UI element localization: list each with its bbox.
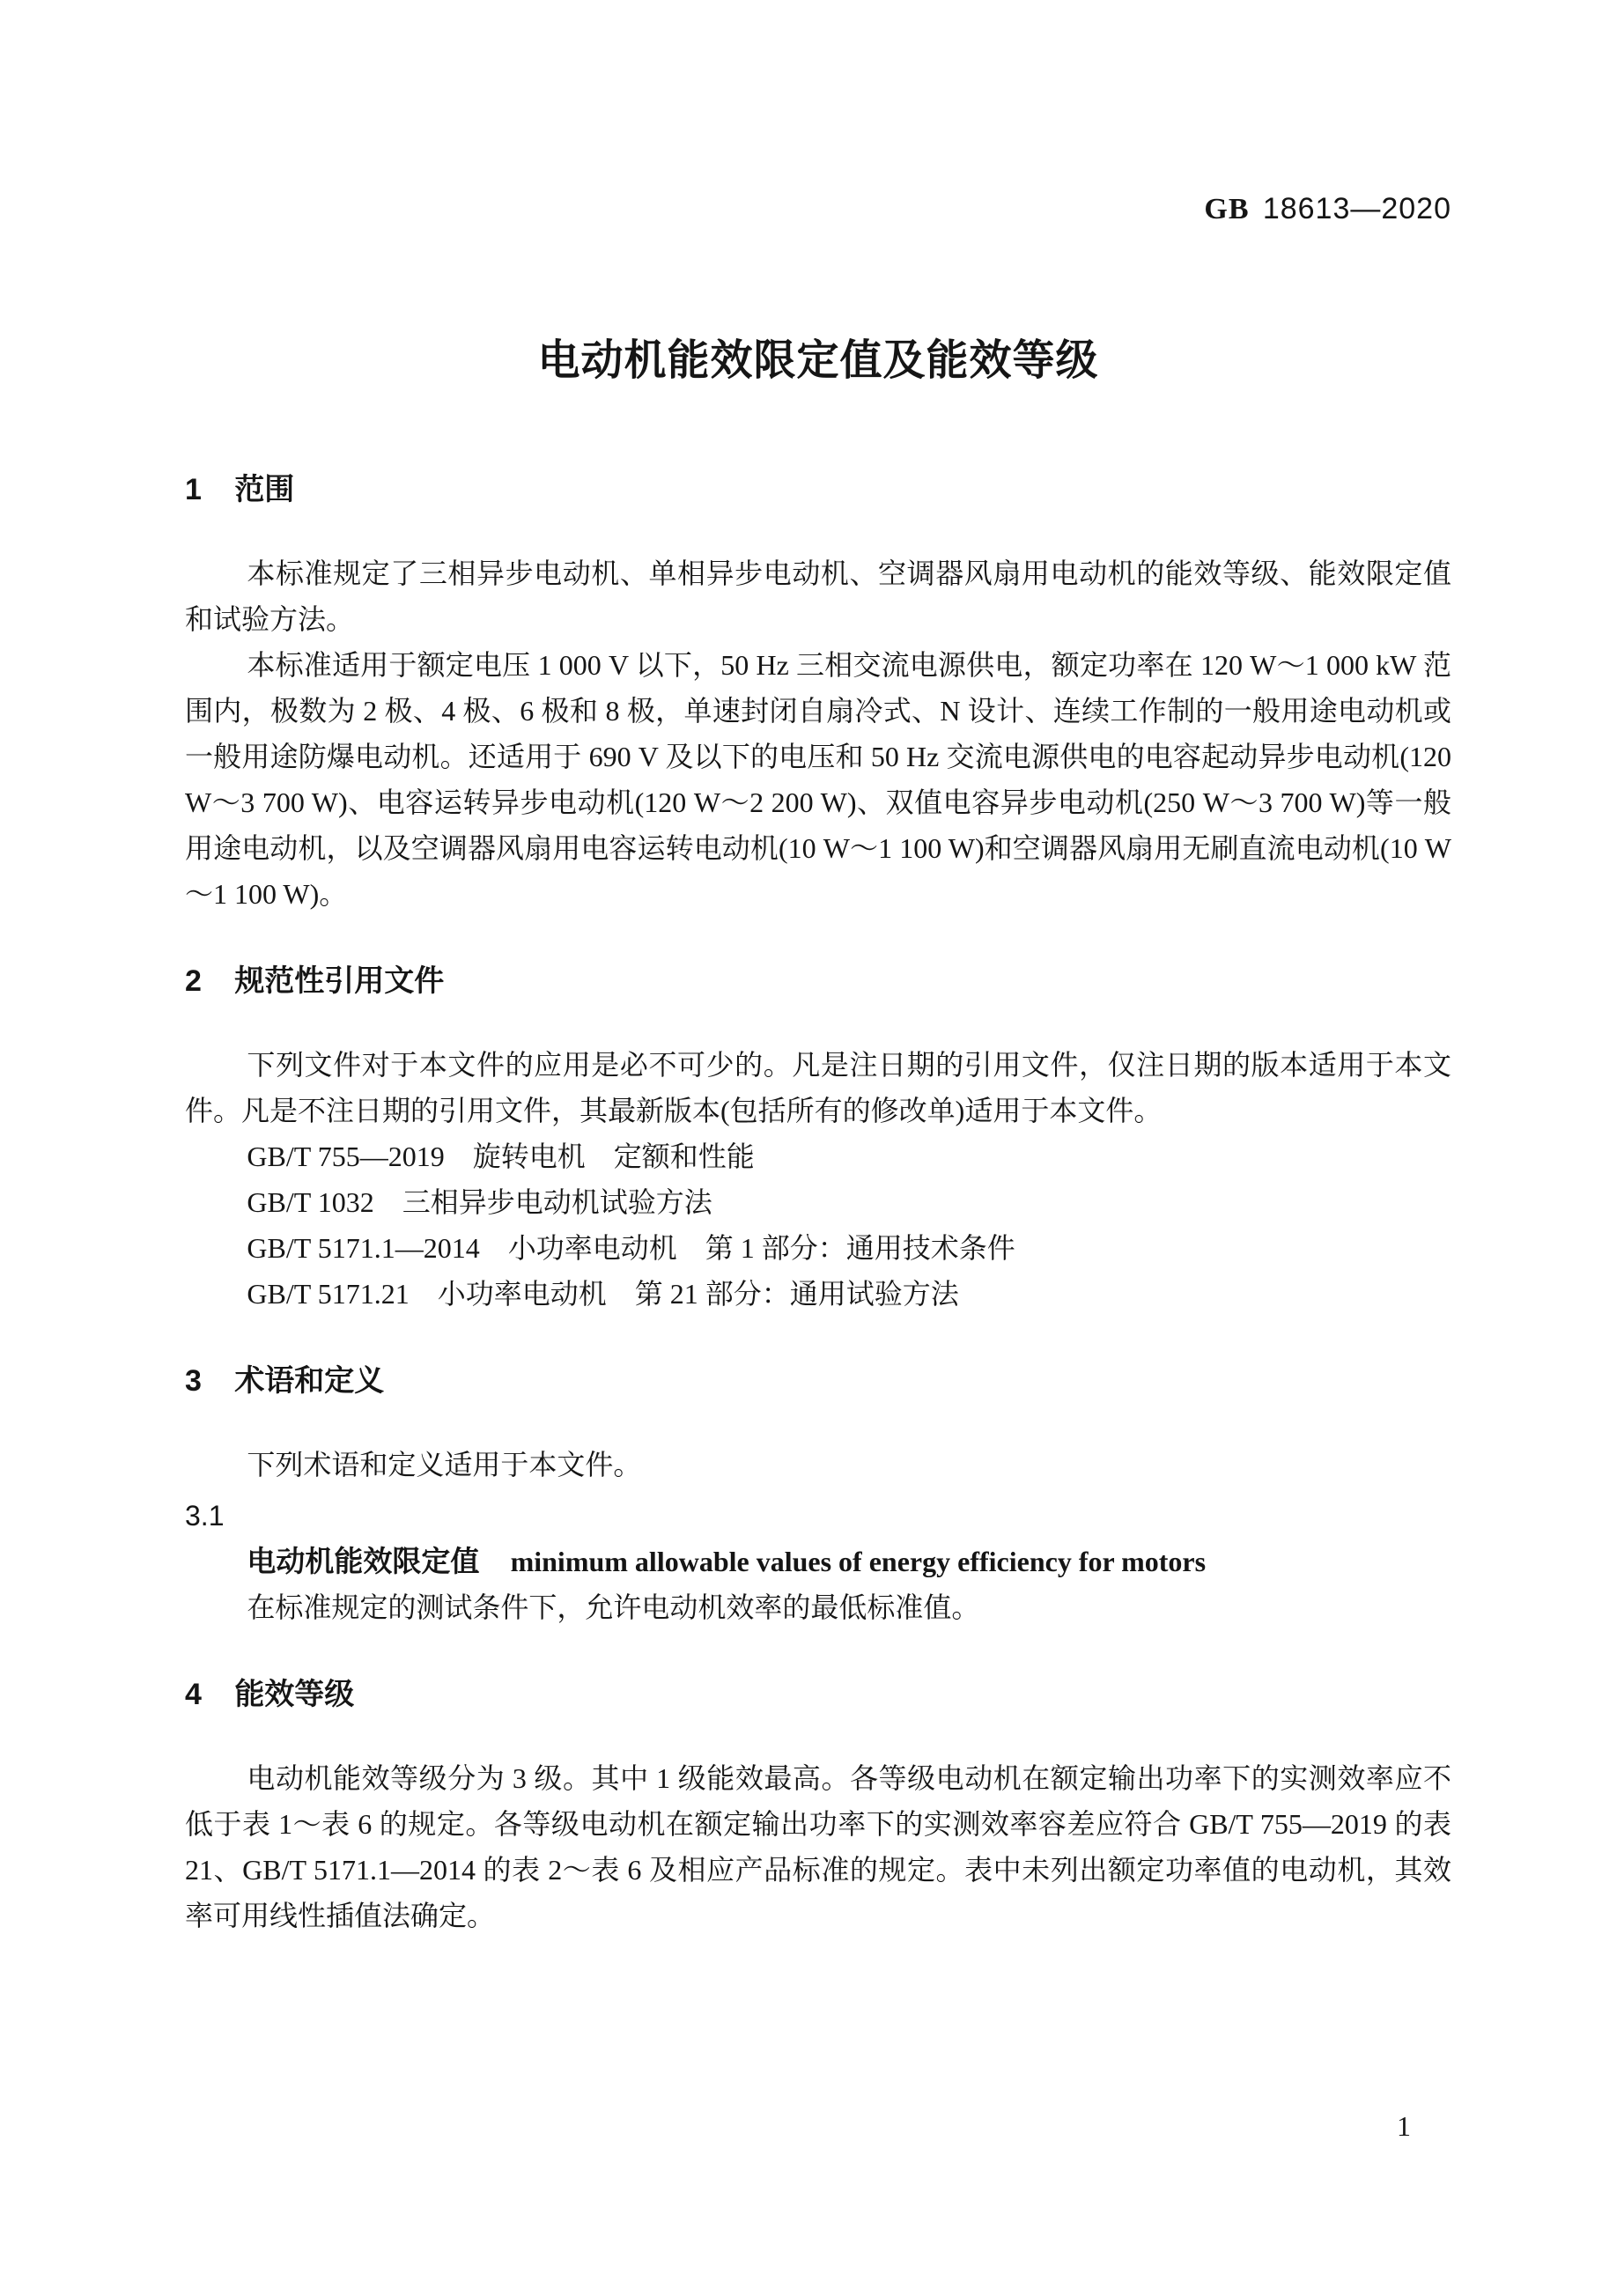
term-entry: [185, 1539, 1451, 1584]
section-terms-title: 术语和定义: [234, 1364, 385, 1398]
section-references-title: 规范性引用文件: [234, 964, 445, 998]
section-scope-title: 范围: [234, 473, 295, 506]
grades-paragraph-1: 电动机能效等级分为 3 级。其中 1 级能效最高。各等级电动机在额定输出功率下的实测效率应不低于表 1～表 6 的规定。各等级电动机在额定输出功率下的实测效率容差应符合 GB/T 755—2019 的表 21、GB/T 5171.1—2014 的表 2～表 6 及相应产品标准的规定。表中未列出额定功率值的电动机，其效率可用线性插值法确定。: [185, 1762, 1451, 1931]
term-english: minimum allowable values of energy efficiency for motors: [510, 1546, 1207, 1577]
term-chinese: 电动机能效限定值: [247, 1545, 480, 1577]
scope-paragraph-2: 本标准适用于额定电压 1 000 V 以下，50 Hz 三相交流电源供电，额定功率在 120 W～1 000 kW 范围内，极数为 2 极、4 极、6 极和 8 极，单速封闭自扇冷式、N 设计、连续工作制的一般用途电动机或一般用途防爆电动机。还适用于 690 V 及以下的电压和 50 Hz 交流电源供电的电容起动异步电动机(120 W～3 700 W)、电容运转异步电动机(120 W～2 200 W)、双值电容异步电动机(250 W～3 700 W)等一般用途电动机，以及空调器风扇用电容运转电动机(10 W～1 100 W)和空调器风扇用无刷直流电动机(10 W～1 100 W)。: [185, 649, 1451, 910]
terms-intro-paragraph: 下列术语和定义适用于本文件。: [247, 1449, 642, 1480]
reference-item: GB/T 755—2019 旋转电机 定额和性能: [247, 1141, 755, 1172]
section-references-heading: [185, 959, 1451, 1003]
term-definition: 在标准规定的测试条件下，允许电动机效率的最低标准值。: [247, 1591, 980, 1623]
section-grades-number: 4: [185, 1678, 202, 1711]
standard-code: [185, 190, 1451, 228]
section-normative-references: [185, 959, 1451, 1317]
section-scope-heading: [185, 468, 1451, 512]
standard-code-number: 18613—2020: [1262, 192, 1451, 225]
section-terms-heading: [185, 1359, 1451, 1403]
reference-item: GB/T 5171.21 小功率电动机 第 21 部分：通用试验方法: [247, 1278, 959, 1310]
section-terms-number: 3: [185, 1364, 202, 1398]
section-grades-title: 能效等级: [234, 1678, 355, 1711]
references-intro-paragraph: 下列文件对于本文件的应用是必不可少的。凡是注日期的引用文件，仅注日期的版本适用于本文件。凡是不注日期的引用文件，其最新版本(包括所有的修改单)适用于本文件。: [185, 1049, 1451, 1126]
scope-paragraph-1: 本标准规定了三相异步电动机、单相异步电动机、空调器风扇用电动机的能效等级、能效限定值和试验方法。: [185, 557, 1451, 635]
page-number: 1: [1397, 2110, 1411, 2142]
section-grades-heading: [185, 1672, 1451, 1716]
page-content: [185, 0, 1451, 1938]
section-scope: [185, 468, 1451, 917]
section-efficiency-grades: [185, 1672, 1451, 1938]
term-clause-number: 3.1: [185, 1500, 225, 1532]
standard-code-prefix: GB: [1204, 193, 1250, 225]
section-terms-definitions: [185, 1359, 1451, 1630]
section-references-number: 2: [185, 964, 202, 998]
reference-item: GB/T 1032 三相异步电动机试验方法: [247, 1186, 712, 1218]
section-scope-number: 1: [185, 473, 202, 506]
document-title: 电动机能效限定值及能效等级: [537, 337, 1099, 384]
reference-item: GB/T 5171.1—2014 小功率电动机 第 1 部分：通用技术条件: [247, 1232, 1015, 1264]
